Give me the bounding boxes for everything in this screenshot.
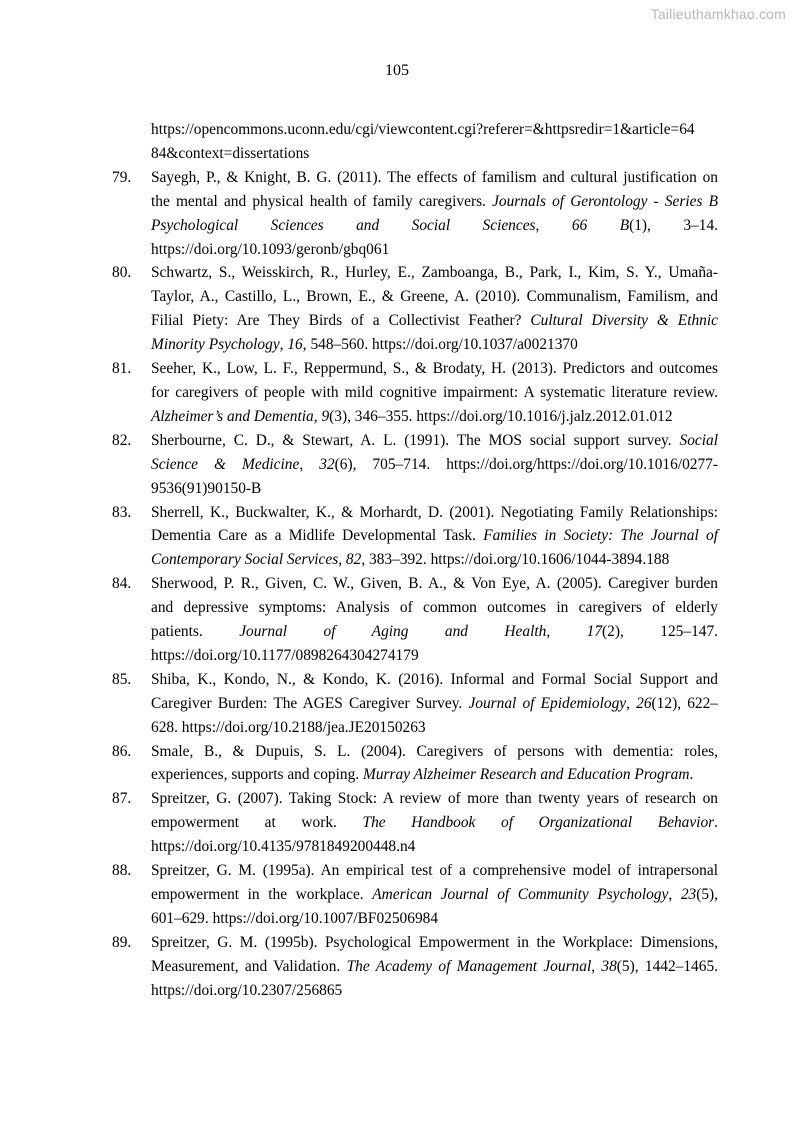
reference-entry xyxy=(112,166,718,262)
reference-entry xyxy=(112,668,718,740)
reference-line: Caregiver Burden: The AGES Caregiver Survey. Journal of Epidemiology, 26(12), 622– xyxy=(151,694,718,712)
reference-number: 84. xyxy=(112,575,132,593)
reference-line: Sherbourne, C. D., & Stewart, A. L. (1991). The MOS social support survey. Social xyxy=(151,431,718,449)
reference-line: 628. https://doi.org/10.2188/jea.JE20150263 xyxy=(151,718,426,736)
reference-entry xyxy=(112,572,718,668)
reference-entry xyxy=(112,429,718,501)
reference-italic-text: Journals of Gerontology - Series B xyxy=(492,192,718,210)
reference-line: empowerment at work. The Handbook of Organizational Behavior. xyxy=(151,814,718,832)
reference-line: Shiba, K., Kondo, N., & Kondo, K. (2016). Informal and Formal Social Support and xyxy=(151,670,718,688)
reference-italic-text: 32 xyxy=(319,455,335,473)
reference-italic-text: 82 xyxy=(345,551,362,569)
reference-number: 79. xyxy=(112,168,132,186)
reference-line: the mental and physical health of family caregivers. Journals of Gerontology - Series B xyxy=(151,192,718,210)
watermark: Tailieuthamkhao.com xyxy=(650,6,786,22)
reference-number: 81. xyxy=(112,360,132,378)
reference-line: Alzheimer’s and Dementia, 9(3), 346–355. https://doi.org/10.1016/j.jalz.2012.01.012 xyxy=(151,407,673,425)
reference-number: 86. xyxy=(112,742,132,760)
reference-line: Sherwood, P. R., Given, C. W., Given, B. A., & Von Eye, A. (2005). Caregiver burden xyxy=(151,575,718,593)
reference-line: Contemporary Social Services, 82, 383–392. https://doi.org/10.1606/1044-3894.188 xyxy=(151,551,670,569)
reference-line: Filial Piety: Are They Birds of a Collectivist Feather? Cultural Diversity & Ethnic xyxy=(151,312,718,330)
reference-italic-text: The Academy of Management Journal xyxy=(346,957,592,975)
reference-italic-text: Journal of Epidemiology xyxy=(468,694,627,712)
reference-italic-text: Minority Psychology xyxy=(151,336,280,354)
reference-line: Spreitzer, G. M. (1995a). An empirical test of a comprehensive model of intrapersonal xyxy=(151,862,718,880)
reference-number: 85. xyxy=(112,670,132,688)
reference-line: patients. Journal of Aging and Health, 17(2), 125–147. xyxy=(151,623,718,641)
reference-number: 88. xyxy=(112,862,132,880)
reference-entry xyxy=(112,859,718,931)
reference-line: Science & Medicine, 32(6), 705–714. https://doi.org/https://doi.org/10.1016/0277- xyxy=(151,455,719,473)
reference-number: 82. xyxy=(112,431,132,449)
reference-line: Taylor, A., Castillo, L., Brown, E., & Greene, A. (2010). Communalism, Familism, and xyxy=(151,288,718,306)
reference-line: Minority Psychology, 16, 548–560. https://doi.org/10.1037/a0021370 xyxy=(151,336,578,354)
continuation-line: https://opencommons.uconn.edu/cgi/viewcontent.cgi?referer=&httpsredir=1&article=64 xyxy=(151,121,695,138)
reference-line: https://doi.org/10.2307/256865 xyxy=(151,981,343,999)
reference-number: 80. xyxy=(112,264,132,282)
reference-line: Spreitzer, G. M. (1995b). Psychological Empowerment in the Workplace: Dimensions, xyxy=(151,933,718,951)
reference-italic-text: Psychological Sciences and Social Sciences xyxy=(151,216,536,234)
reference-line: for caregivers of people with mild cognitive impairment: A systematic literature review. xyxy=(151,383,718,401)
reference-line: Seeher, K., Low, L. F., Reppermund, S., & Brodaty, H. (2013). Predictors and outcomes xyxy=(151,360,718,378)
reference-italic-text: 38 xyxy=(601,957,617,975)
reference-continuation xyxy=(112,118,718,166)
reference-line: Smale, B., & Dupuis, S. L. (2004). Caregivers of persons with dementia: roles, xyxy=(151,742,718,760)
reference-italic-text: Alzheimer’s and Dementia xyxy=(151,407,314,425)
page-number: 105 xyxy=(385,62,409,79)
reference-italic-text: American Journal of Community Psychology xyxy=(372,886,669,903)
reference-italic-text: 26 xyxy=(636,694,652,712)
reference-italic-text: 9 xyxy=(321,407,330,425)
reference-italic-text: Contemporary Social Services xyxy=(151,551,339,569)
reference-entry xyxy=(112,501,718,573)
reference-number: 83. xyxy=(112,503,132,521)
reference-line: https://doi.org/10.1093/geronb/gbq061 xyxy=(151,240,390,258)
reference-line: 601–629. https://doi.org/10.1007/BF02506984 xyxy=(151,909,439,927)
reference-line: and depressive symptoms: Analysis of common outcomes in caregivers of elderly xyxy=(151,599,718,617)
reference-line: 9536(91)90150-B xyxy=(151,479,262,497)
reference-line: Sayegh, P., & Knight, B. G. (2011). The effects of familism and cultural justification on xyxy=(151,168,718,186)
reference-entry xyxy=(112,357,718,429)
reference-line: Sherrell, K., Buckwalter, K., & Morhardt, D. (2001). Negotiating Family Relationships: xyxy=(151,503,718,521)
reference-line: Dementia Care as a Midlife Developmental Task. Families in Society: The Journal of xyxy=(151,527,718,545)
reference-italic-text: Families in Society: The Journal of xyxy=(483,527,718,545)
reference-italic-text: 23 xyxy=(680,886,697,903)
reference-italic-text: 66 B xyxy=(571,216,630,234)
reference-italic-text: 16 xyxy=(287,336,303,354)
continuation-line: 84&context=dissertations xyxy=(151,144,310,162)
reference-italic-text: 17 xyxy=(586,623,603,641)
reference-list xyxy=(112,118,718,1003)
reference-line: Spreitzer, G. (2007). Taking Stock: A review of more than twenty years of research on xyxy=(151,790,718,808)
reference-italic-text: The Handbook of Organizational Behavior xyxy=(362,814,715,832)
reference-line: Measurement, and Validation. The Academy of Management Journal, 38(5), 1442–1465. xyxy=(151,957,718,975)
reference-italic-text: Journal of Aging and Health xyxy=(239,623,547,641)
reference-entry xyxy=(112,740,718,788)
reference-line: https://doi.org/10.1177/0898264304274179 xyxy=(151,646,419,664)
reference-line: https://doi.org/10.4135/9781849200448.n4 xyxy=(151,838,416,856)
reference-italic-text: Science & Medicine xyxy=(151,455,300,473)
reference-italic-text: Cultural Diversity & Ethnic xyxy=(530,312,718,330)
reference-line: empowerment in the workplace. American Journal of Community Psychology, 23(5), xyxy=(151,886,718,903)
reference-entries xyxy=(112,166,718,1003)
reference-italic-text: Murray Alzheimer Research and Education Program xyxy=(363,766,690,784)
reference-number: 87. xyxy=(112,790,132,808)
reference-line: Psychological Sciences and Social Sciences, 66 B(1), 3–14. xyxy=(151,216,718,234)
reference-entry xyxy=(112,931,718,1003)
reference-italic-text: Social xyxy=(679,431,718,449)
reference-number: 89. xyxy=(112,933,132,951)
reference-line: Schwartz, S., Weisskirch, R., Hurley, E., Zamboanga, B., Park, I., Kim, S. Y., Umaña- xyxy=(151,264,718,282)
reference-line: experiences, supports and coping. Murray Alzheimer Research and Education Program. xyxy=(151,766,694,784)
reference-entry xyxy=(112,261,718,357)
reference-entry xyxy=(112,787,718,859)
